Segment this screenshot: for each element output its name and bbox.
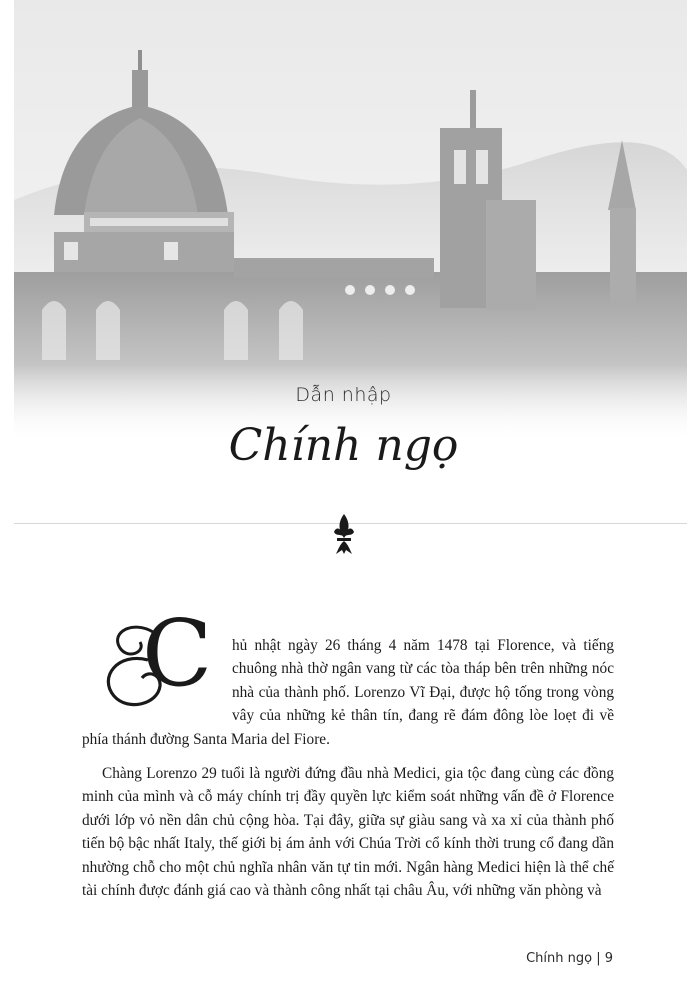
drop-cap-letter: C [142,600,213,707]
fleur-de-lis-icon [334,514,354,559]
skyline-drawing [14,0,687,440]
running-title: Chính ngọ [526,951,593,966]
section-label: Dẫn nhập [295,384,392,406]
first-paragraph [82,600,614,751]
florence-skyline-illustration [14,0,687,440]
footer-separator: | [596,951,601,966]
page-number: 9 [604,951,613,966]
page-footer [526,951,613,966]
body-text [82,600,614,913]
chapter-title: Chính ngọ [228,420,459,471]
first-paragraph-text: hủ nhật ngày 26 tháng 4 năm 1478 tại Florence, và tiếng chuông nhà thờ ngân vang từ các tòa tháp bên trên những nóc nhà của thành phố. Lorenzo Vĩ Đại, được hộ tống trong vòng vây của những kẻ thân tín, đang rẽ đám đông lòe loẹt đi về phía thánh đường Santa Maria del Fiore. [82,637,614,748]
second-paragraph: Chàng Lorenzo 29 tuổi là người đứng đầu nhà Medici, gia tộc đang cùng các đồng minh của mình và cỗ máy chính trị đầy quyền lực kiểm soát những vấn đề ở Florence dưới lớp vỏ nền dân chủ cộng hòa. Tại đây, giữa sự giàu sang và xa xỉ của thành phố tiến bộ bậc nhất Italy, thế giới bị ám ảnh với Chúa Trời cổ kính thời trung cổ đang dần nhường chỗ cho một chủ nghĩa nhân văn tự tin mới. Ngân hàng Medici hiện là thể chế tài chính được đánh giá cao và thành công nhất tại châu Âu, với những văn phòng và [82,765,614,900]
drop-cap [98,600,228,708]
